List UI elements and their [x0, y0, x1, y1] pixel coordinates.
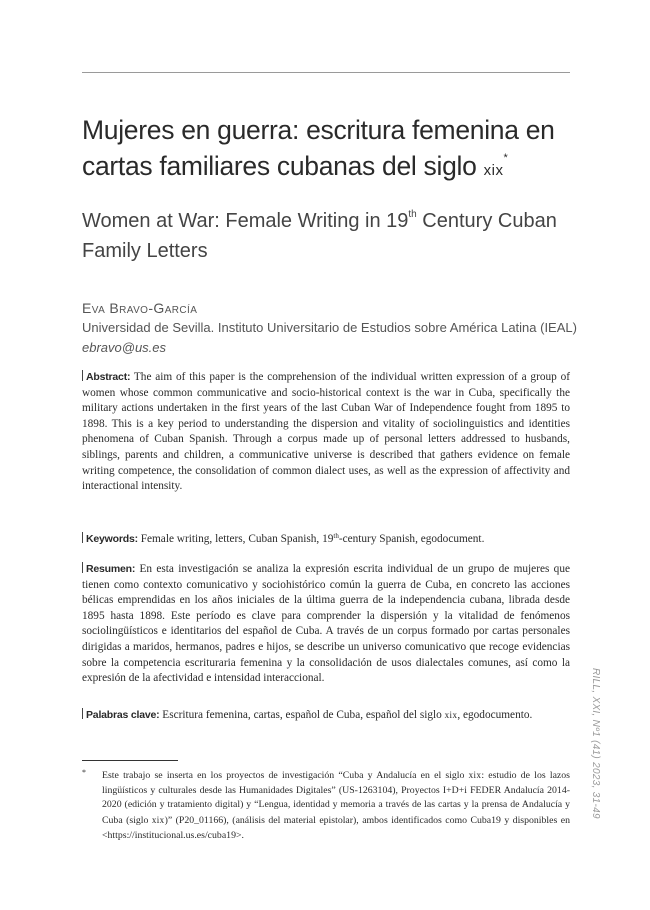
keywords-paragraph — [82, 532, 570, 548]
keywords-text-post: -century Spanish, egodocument. — [338, 533, 485, 545]
author-name: Eva Bravo-García — [82, 300, 198, 316]
article-subtitle — [82, 206, 582, 266]
footnote — [82, 768, 570, 844]
palabras-clave-text-post: , egodocumento. — [457, 709, 533, 721]
palabras-clave-label: Palabras clave: — [86, 709, 160, 721]
title-century: xix — [483, 162, 504, 179]
footnote-part2: : estudio de los lazos lingüísticos y culturales desde las Humanidades Digitales” (US-1263104), Proyectos I+D+i FEDER Andalucía 2014-2020 (edición y tratamiento digital) y “Lengua, identidad y memoria a través de las cartas y la prensa de Andalucía y Cuba (siglo — [102, 770, 570, 827]
title-main: Mujeres en guerra: escritura femenina en cartas familiares cubanas del siglo — [82, 115, 555, 181]
resumen-paragraph — [82, 562, 570, 687]
resumen-label: Resumen: — [86, 563, 136, 575]
section-bar — [82, 708, 83, 719]
author-block — [82, 298, 582, 358]
keywords-label: Keywords: — [86, 533, 138, 545]
footnote-mark: * — [82, 768, 86, 777]
footnote-part1: Este trabajo se inserta en los proyectos de investigación “Cuba y Andalucía en el siglo — [102, 770, 465, 781]
footnote-century-1: xix — [468, 770, 482, 780]
palabras-clave-paragraph — [82, 708, 570, 724]
footnote-text — [102, 768, 570, 844]
subtitle-post: Century Cuban Family Letters — [82, 210, 557, 262]
section-bar — [82, 370, 83, 381]
keywords-text-pre: Female writing, letters, Cuban Spanish, 19 — [140, 533, 334, 545]
keywords-sup: th — [333, 532, 339, 540]
header-rule — [82, 72, 570, 73]
title-note-mark: * — [503, 152, 508, 164]
resumen-text: En esta investigación se analiza la expresión escrita individual de un grupo de mujeres que tienen como contexto comunicativo y sociohistórico común la guerra de Cuba, en concreto las acciones bélicas emprendidas en los años iniciales de la última guerra de la independencia cubana, librada desde 1895 hasta 1898. Este período es clave para comprender la dispersión y la vitalidad de fenómenos sociolingüísticos e identitarios del español de Cuba. A través de un corpus formado por cartas personales dirigidas a maridos, hermanos, padres e hijos, se describe un universo comunicativo que recoge evidencias sobre la competencia escrituraria femenina y la consolidación de usos dialectales comunes, así como la expresión de la afectividad e intensidad interaccional. — [82, 563, 570, 685]
subtitle-pre: Women at War: Female Writing in 19 — [82, 210, 409, 232]
journal-citation-side: RILL, XXI, Nº1 (41) 2023, 31-49 — [590, 668, 601, 819]
subtitle-sup: th — [408, 209, 417, 220]
abstract-paragraph — [82, 370, 570, 495]
article-title — [82, 112, 582, 189]
abstract-label: Abstract: — [86, 371, 131, 383]
abstract-text: The aim of this paper is the comprehension of the individual written expression of a group of women whose common communicative and socio-historical context is the war in Cuba, specifically the military actions undertaken in the first years of the last Cuban War of Independence fought from 1895 to 1898. This is a key period to understanding the dispersion and vitality of sociolinguistics and identities phenomena of Cuban Spanish. Through a corpus made up of personal letters addressed to husbands, siblings, parents and children, a communicative universe is described that gathers evidence on female writing competence, the consolidation of common dialect uses, as well as the expression of affectivity and interactional intensity. — [82, 371, 571, 493]
section-bar — [82, 562, 83, 573]
section-bar — [82, 532, 83, 543]
footnote-part3: )” (P20_01166), (análisis del material epistolar), ambos identificados como Cuba19 y disponibles en <https://institucional.us.es/cuba19>. — [102, 815, 570, 841]
palabras-clave-text-pre: Escritura femenina, cartas, español de Cuba, español del siglo — [162, 709, 442, 721]
footnote-century-2: xix — [151, 815, 165, 826]
author-email: ebravo@us.es — [82, 340, 167, 355]
author-affiliation: Universidad de Sevilla. Instituto Universitario de Estudios sobre América Latina (IEAL) — [82, 320, 577, 335]
footnote-rule — [82, 760, 178, 761]
palabras-clave-century: xix — [444, 710, 458, 720]
